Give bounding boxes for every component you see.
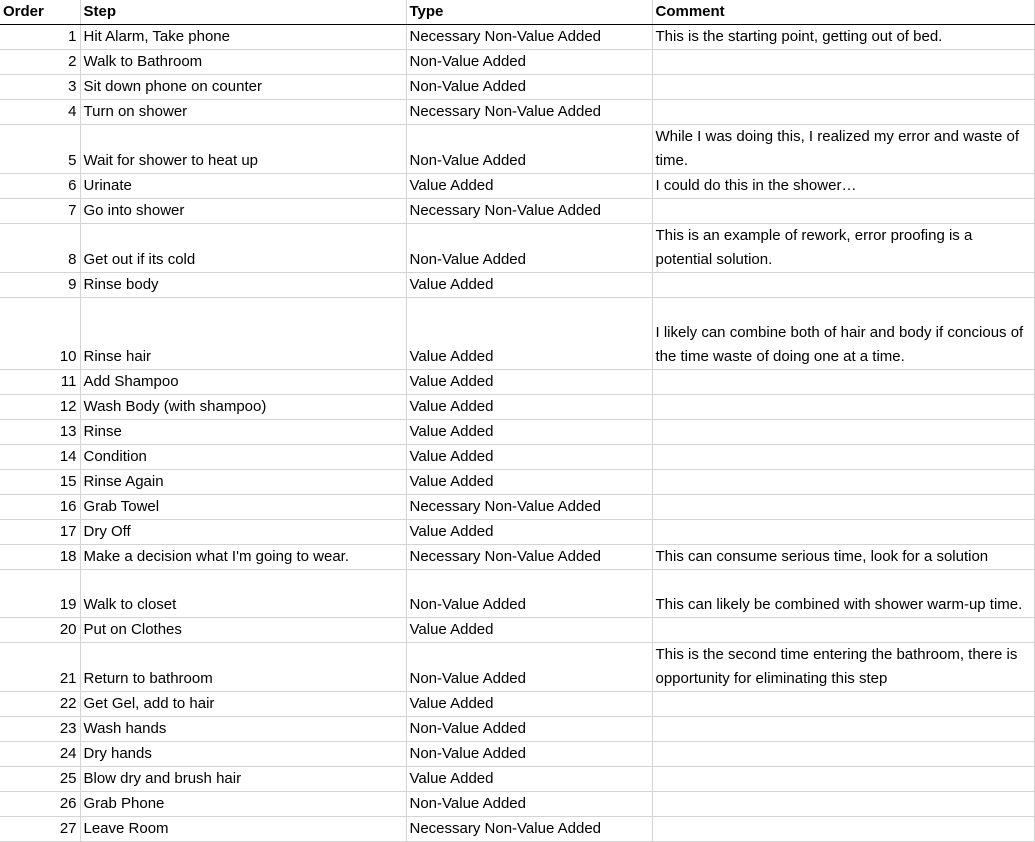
- type-cell[interactable]: Value Added: [406, 273, 652, 298]
- order-cell[interactable]: 7: [0, 199, 80, 224]
- step-cell[interactable]: Make a decision what I'm going to wear.: [80, 545, 406, 570]
- step-cell[interactable]: Rinse hair: [80, 298, 406, 370]
- comment-cell[interactable]: [652, 495, 1034, 520]
- type-cell[interactable]: Value Added: [406, 692, 652, 717]
- step-cell[interactable]: Rinse body: [80, 273, 406, 298]
- type-cell[interactable]: Necessary Non-Value Added: [406, 25, 652, 50]
- type-cell[interactable]: Non-Value Added: [406, 792, 652, 817]
- comment-cell[interactable]: [652, 420, 1034, 445]
- step-cell[interactable]: Blow dry and brush hair: [80, 767, 406, 792]
- type-cell[interactable]: Value Added: [406, 370, 652, 395]
- step-cell[interactable]: Leave Room: [80, 817, 406, 842]
- order-cell[interactable]: 14: [0, 445, 80, 470]
- header-order[interactable]: Order: [0, 0, 80, 25]
- comment-cell[interactable]: This can consume serious time, look for a solution: [652, 545, 1034, 570]
- comment-cell[interactable]: [652, 370, 1034, 395]
- table-row: [0, 717, 1034, 742]
- comment-cell[interactable]: [652, 75, 1034, 100]
- step-cell[interactable]: Grab Towel: [80, 495, 406, 520]
- table-row: [0, 618, 1034, 643]
- order-cell[interactable]: 20: [0, 618, 80, 643]
- type-cell[interactable]: Value Added: [406, 445, 652, 470]
- type-cell[interactable]: Value Added: [406, 298, 652, 370]
- step-cell[interactable]: Walk to closet: [80, 570, 406, 618]
- table-row: [0, 495, 1034, 520]
- header-row: [0, 0, 1034, 25]
- table-row: [0, 273, 1034, 298]
- header-type[interactable]: Type: [406, 0, 652, 25]
- table-row: [0, 643, 1034, 692]
- table-row: [0, 125, 1034, 174]
- comment-cell[interactable]: I could do this in the shower…: [652, 174, 1034, 199]
- type-cell[interactable]: Non-Value Added: [406, 75, 652, 100]
- table-row: [0, 545, 1034, 570]
- step-cell[interactable]: Dry hands: [80, 742, 406, 767]
- comment-cell[interactable]: [652, 618, 1034, 643]
- comment-cell[interactable]: [652, 742, 1034, 767]
- table-row: [0, 692, 1034, 717]
- order-cell[interactable]: 9: [0, 273, 80, 298]
- comment-cell[interactable]: [652, 520, 1034, 545]
- type-cell[interactable]: Necessary Non-Value Added: [406, 817, 652, 842]
- table-row: [0, 199, 1034, 224]
- order-cell[interactable]: 13: [0, 420, 80, 445]
- comment-cell[interactable]: [652, 817, 1034, 842]
- table-row: [0, 224, 1034, 273]
- type-cell[interactable]: Non-Value Added: [406, 717, 652, 742]
- step-cell[interactable]: Rinse Again: [80, 470, 406, 495]
- type-cell[interactable]: Value Added: [406, 520, 652, 545]
- order-cell[interactable]: 25: [0, 767, 80, 792]
- type-cell[interactable]: Non-Value Added: [406, 50, 652, 75]
- step-cell[interactable]: Grab Phone: [80, 792, 406, 817]
- type-cell[interactable]: Value Added: [406, 618, 652, 643]
- comment-cell[interactable]: This is the starting point, getting out of bed.: [652, 25, 1034, 50]
- order-cell[interactable]: 3: [0, 75, 80, 100]
- comment-cell[interactable]: [652, 199, 1034, 224]
- step-cell[interactable]: Sit down phone on counter: [80, 75, 406, 100]
- table-row: [0, 370, 1034, 395]
- order-cell[interactable]: 5: [0, 125, 80, 174]
- type-cell[interactable]: Non-Value Added: [406, 224, 652, 273]
- table-row: [0, 395, 1034, 420]
- comment-cell[interactable]: [652, 395, 1034, 420]
- order-cell[interactable]: 8: [0, 224, 80, 273]
- order-cell[interactable]: 22: [0, 692, 80, 717]
- type-cell[interactable]: Value Added: [406, 420, 652, 445]
- step-cell[interactable]: Wait for shower to heat up: [80, 125, 406, 174]
- comment-cell[interactable]: [652, 445, 1034, 470]
- comment-cell[interactable]: [652, 767, 1034, 792]
- type-cell[interactable]: Non-Value Added: [406, 643, 652, 692]
- order-cell[interactable]: 4: [0, 100, 80, 125]
- table-row: [0, 50, 1034, 75]
- step-cell[interactable]: Rinse: [80, 420, 406, 445]
- comment-cell[interactable]: [652, 100, 1034, 125]
- step-cell[interactable]: Hit Alarm, Take phone: [80, 25, 406, 50]
- type-cell[interactable]: Necessary Non-Value Added: [406, 495, 652, 520]
- type-cell[interactable]: Value Added: [406, 174, 652, 199]
- comment-cell[interactable]: [652, 50, 1034, 75]
- order-cell[interactable]: 17: [0, 520, 80, 545]
- table-row: [0, 767, 1034, 792]
- table-row: [0, 100, 1034, 125]
- type-cell[interactable]: Non-Value Added: [406, 742, 652, 767]
- comment-cell[interactable]: I likely can combine both of hair and body if concious of the time waste of doing one at a time.: [652, 298, 1034, 370]
- type-cell[interactable]: Value Added: [406, 470, 652, 495]
- step-cell[interactable]: Condition: [80, 445, 406, 470]
- order-cell[interactable]: 24: [0, 742, 80, 767]
- type-cell[interactable]: Value Added: [406, 395, 652, 420]
- order-cell[interactable]: 12: [0, 395, 80, 420]
- type-cell[interactable]: Necessary Non-Value Added: [406, 545, 652, 570]
- table-row: [0, 470, 1034, 495]
- table-row: [0, 792, 1034, 817]
- comment-cell[interactable]: This is the second time entering the bathroom, there is opportunity for eliminating this step: [652, 643, 1034, 692]
- order-cell[interactable]: 10: [0, 298, 80, 370]
- step-cell[interactable]: Return to bathroom: [80, 643, 406, 692]
- step-cell[interactable]: Get out if its cold: [80, 224, 406, 273]
- comment-cell[interactable]: [652, 792, 1034, 817]
- header-comment[interactable]: Comment: [652, 0, 1034, 25]
- order-cell[interactable]: 2: [0, 50, 80, 75]
- table-row: [0, 75, 1034, 100]
- type-cell[interactable]: Necessary Non-Value Added: [406, 199, 652, 224]
- step-cell[interactable]: Put on Clothes: [80, 618, 406, 643]
- table-row: [0, 520, 1034, 545]
- type-cell[interactable]: Non-Value Added: [406, 125, 652, 174]
- order-cell[interactable]: 16: [0, 495, 80, 520]
- step-cell[interactable]: Wash Body (with shampoo): [80, 395, 406, 420]
- step-cell[interactable]: Get Gel, add to hair: [80, 692, 406, 717]
- step-cell[interactable]: Turn on shower: [80, 100, 406, 125]
- step-cell[interactable]: Add Shampoo: [80, 370, 406, 395]
- step-cell[interactable]: Wash hands: [80, 717, 406, 742]
- type-cell[interactable]: Value Added: [406, 767, 652, 792]
- table-row: [0, 420, 1034, 445]
- order-cell[interactable]: 1: [0, 25, 80, 50]
- table-row: [0, 570, 1034, 618]
- type-cell[interactable]: Necessary Non-Value Added: [406, 100, 652, 125]
- comment-cell[interactable]: [652, 692, 1034, 717]
- comment-cell[interactable]: This can likely be combined with shower warm-up time.: [652, 570, 1034, 618]
- table-row: [0, 25, 1034, 50]
- order-cell[interactable]: 23: [0, 717, 80, 742]
- table-row: [0, 298, 1034, 370]
- step-cell[interactable]: Walk to Bathroom: [80, 50, 406, 75]
- comment-cell[interactable]: [652, 717, 1034, 742]
- header-step[interactable]: Step: [80, 0, 406, 25]
- order-cell[interactable]: 18: [0, 545, 80, 570]
- order-cell[interactable]: 26: [0, 792, 80, 817]
- type-cell[interactable]: Non-Value Added: [406, 570, 652, 618]
- order-cell[interactable]: 27: [0, 817, 80, 842]
- table-row: [0, 742, 1034, 767]
- comment-cell[interactable]: While I was doing this, I realized my error and waste of time.: [652, 125, 1034, 174]
- step-cell[interactable]: Go into shower: [80, 199, 406, 224]
- table-row: [0, 445, 1034, 470]
- step-cell[interactable]: Dry Off: [80, 520, 406, 545]
- comment-cell[interactable]: [652, 273, 1034, 298]
- comment-cell[interactable]: [652, 470, 1034, 495]
- table-row: [0, 817, 1034, 842]
- order-cell[interactable]: 11: [0, 370, 80, 395]
- order-cell[interactable]: 19: [0, 570, 80, 618]
- order-cell[interactable]: 6: [0, 174, 80, 199]
- order-cell[interactable]: 21: [0, 643, 80, 692]
- step-cell[interactable]: Urinate: [80, 174, 406, 199]
- order-cell[interactable]: 15: [0, 470, 80, 495]
- comment-cell[interactable]: This is an example of rework, error proofing is a potential solution.: [652, 224, 1034, 273]
- table-row: [0, 174, 1034, 199]
